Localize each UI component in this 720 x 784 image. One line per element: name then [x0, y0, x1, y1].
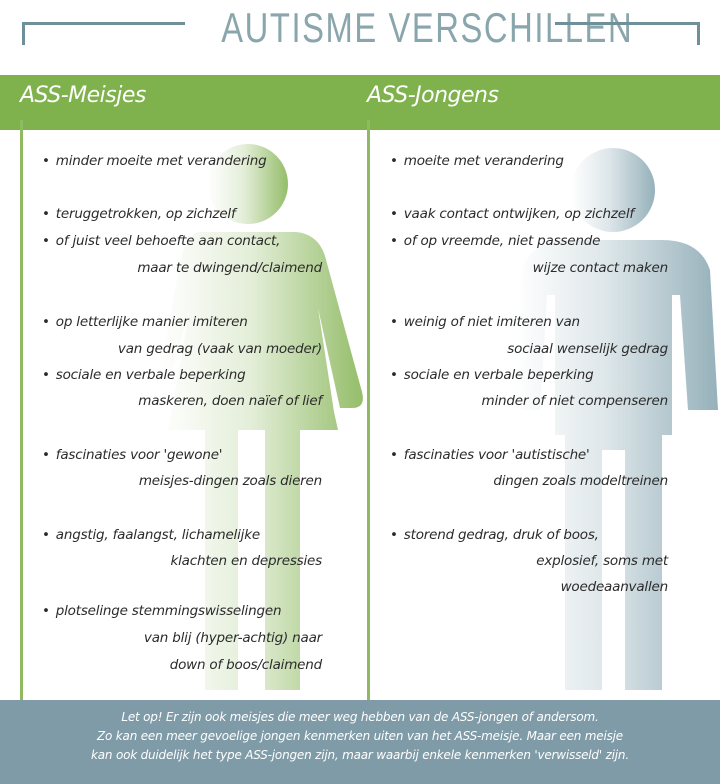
trait-text: storend gedrag, druk of boos,: [403, 527, 599, 543]
trait-text: sociale en verbale beperking: [55, 367, 246, 383]
footer-line: kan ook duidelijk het type ASS-jongen zijn, maar waarbij enkele kenmerken 'verwisseld' zijn.: [91, 748, 629, 762]
trait-item: [42, 206, 236, 222]
trait-item: [42, 603, 281, 619]
bullet-icon: •: [390, 314, 398, 330]
title-bracket-left: [22, 22, 185, 45]
trait-continuation: maskeren, doen naïef of lief: [138, 393, 322, 409]
trait-item: [390, 447, 590, 463]
bullet-icon: •: [42, 527, 50, 543]
trait-continuation: down of boos/claimend: [169, 657, 322, 673]
trait-item: [42, 367, 245, 383]
trait-item: [42, 153, 267, 169]
bullet-icon: •: [390, 447, 398, 463]
trait-item: [42, 447, 222, 463]
trait-item: [390, 233, 600, 249]
trait-text: of op vreemde, niet passende: [403, 233, 601, 249]
bullet-icon: •: [42, 367, 50, 383]
footer-note: [10, 708, 710, 765]
trait-item: [42, 233, 280, 249]
trait-continuation: woedeaanvallen: [560, 579, 668, 595]
trait-item: [390, 314, 580, 330]
trait-text: angstig, faalangst, lichamelijke: [55, 527, 260, 543]
trait-text: op letterlijke manier imiteren: [55, 314, 248, 330]
trait-continuation: meisjes-dingen zoals dieren: [138, 473, 322, 489]
bullet-icon: •: [42, 206, 50, 222]
trait-item: [390, 153, 564, 169]
bullet-icon: •: [42, 314, 50, 330]
trait-text: moeite met verandering: [403, 153, 564, 169]
title-bracket-right: [555, 22, 700, 45]
trait-text: vaak contact ontwijken, op zichzelf: [403, 206, 634, 222]
trait-item: [42, 527, 260, 543]
trait-item: [390, 367, 593, 383]
column-divider-left: [20, 120, 23, 700]
trait-continuation: maar te dwingend/claimend: [137, 260, 322, 276]
page-title: AUTISME VERSCHILLEN: [221, 4, 634, 51]
trait-text: plotselinge stemmingswisselingen: [55, 603, 282, 619]
trait-text: minder moeite met verandering: [55, 153, 267, 169]
bullet-icon: •: [390, 153, 398, 169]
bullet-icon: •: [42, 153, 50, 169]
trait-continuation: dingen zoals modeltreinen: [493, 473, 668, 489]
footer-line: Let op! Er zijn ook meisjes die meer weg hebben van de ASS-jongen of andersom.: [121, 710, 599, 724]
trait-continuation: van gedrag (vaak van moeder): [117, 341, 322, 357]
bullet-icon: •: [390, 367, 398, 383]
bullet-icon: •: [390, 206, 398, 222]
trait-continuation: van blij (hyper-achtig) naar: [143, 630, 322, 646]
title-bar: [0, 0, 720, 75]
trait-text: fascinaties voor 'gewone': [55, 447, 223, 463]
trait-text: sociale en verbale beperking: [403, 367, 594, 383]
trait-item: [42, 314, 248, 330]
bullet-icon: •: [390, 527, 398, 543]
header-boys: ASS-Jongens: [367, 83, 499, 108]
bullet-icon: •: [42, 603, 50, 619]
trait-text: fascinaties voor 'autistische': [403, 447, 590, 463]
trait-continuation: klachten en depressies: [170, 553, 322, 569]
bullet-icon: •: [390, 233, 398, 249]
trait-text: of juist veel behoefte aan contact,: [55, 233, 281, 249]
column-divider-right: [367, 120, 370, 700]
trait-continuation: wijze contact maken: [532, 260, 668, 276]
trait-continuation: minder of niet compenseren: [481, 393, 668, 409]
trait-text: weinig of niet imiteren van: [403, 314, 580, 330]
footer-line: Zo kan een meer gevoelige jongen kenmerken uiten van het ASS-meisje. Maar een meisje: [97, 729, 623, 743]
trait-continuation: explosief, soms met: [536, 553, 668, 569]
bullet-icon: •: [42, 447, 50, 463]
male-figure-icon: [515, 148, 718, 690]
header-girls: ASS-Meisjes: [20, 83, 146, 108]
bullet-icon: •: [42, 233, 50, 249]
trait-item: [390, 206, 634, 222]
trait-text: teruggetrokken, op zichzelf: [55, 206, 236, 222]
trait-item: [390, 527, 599, 543]
trait-continuation: sociaal wenselijk gedrag: [507, 341, 668, 357]
